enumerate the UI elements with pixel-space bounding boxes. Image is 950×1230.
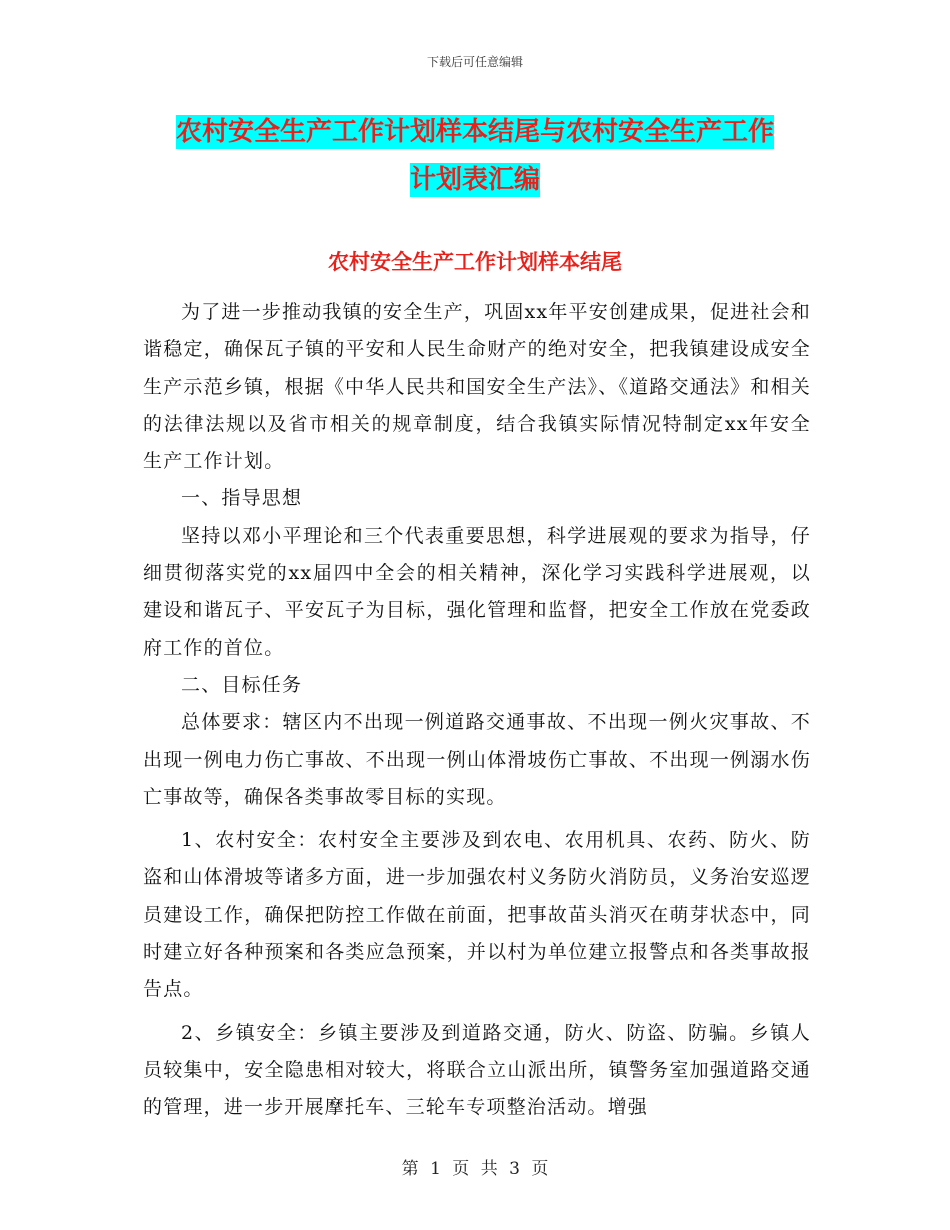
- paragraph-guiding-ideology: 坚持以邓小平理论和三个代表重要思想，科学进展观的要求为指导，仔细贯彻落实党的xx届四中全会的相关精神，深化学习实践科学进展观，以建设和谐瓦子、平安瓦子为目标，强化管理和监督，把安全工作放在党委政府工作的首位。: [143, 524, 811, 659]
- paragraph-intro: 为了进一步推动我镇的安全生产，巩固xx年平安创建成果，促进社会和谐稳定，确保瓦子镇的平安和人民生命财产的绝对安全，把我镇建设成安全生产示范乡镇，根据《中华人民共和国安全生产法》、《道路交通法》和相关的法律法规以及省市相关的规章制度，结合我镇实际情况特制定xx年安全生产工作计划。: [143, 301, 811, 473]
- paragraph-overall-requirements: 总体要求：辖区内不出现一例道路交通事故、不出现一例火灾事故、不出现一例电力伤亡事故、不出现一例山体滑坡伤亡事故、不出现一例溺水伤亡事故等，确保各类事故零目标的实现。: [143, 711, 811, 808]
- paragraph-rural-safety: 1、农村安全：农村安全主要涉及到农电、农用机具、农药、防火、防盗和山体滑坡等诸多方面，进一步加强农村义务防火消防员，义务治安巡逻员建设工作，确保把防控工作做在前面，把事故苗头消灭在萌芽状态中，同时建立好各种预案和各类应急预案，并以村为单位建立报警点和各类事故报告点。: [143, 829, 811, 1001]
- document-title-line2: 计划表汇编: [409, 165, 540, 195]
- header-note: 下载后可任意编辑: [426, 55, 523, 69]
- document-body: [143, 294, 811, 1127]
- document-title-line1: 农村安全生产工作计划样本结尾与农村安全生产工作: [175, 117, 774, 147]
- section-title: 农村安全生产工作计划样本结尾: [328, 250, 622, 274]
- heading-objectives: 二、目标任务: [181, 673, 303, 696]
- document-title: [0, 108, 950, 204]
- page-number: 第 1 页 共 3 页: [401, 1159, 549, 1179]
- heading-guiding-ideology: 一、指导思想: [181, 487, 303, 510]
- paragraph-town-safety: 2、乡镇安全：乡镇主要涉及到道路交通，防火、防盗、防骗。乡镇人员较集中，安全隐患相对较大，将联合立山派出所，镇警务室加强道路交通的管理，进一步开展摩托车、三轮车专项整治活动。增强: [143, 1021, 811, 1119]
